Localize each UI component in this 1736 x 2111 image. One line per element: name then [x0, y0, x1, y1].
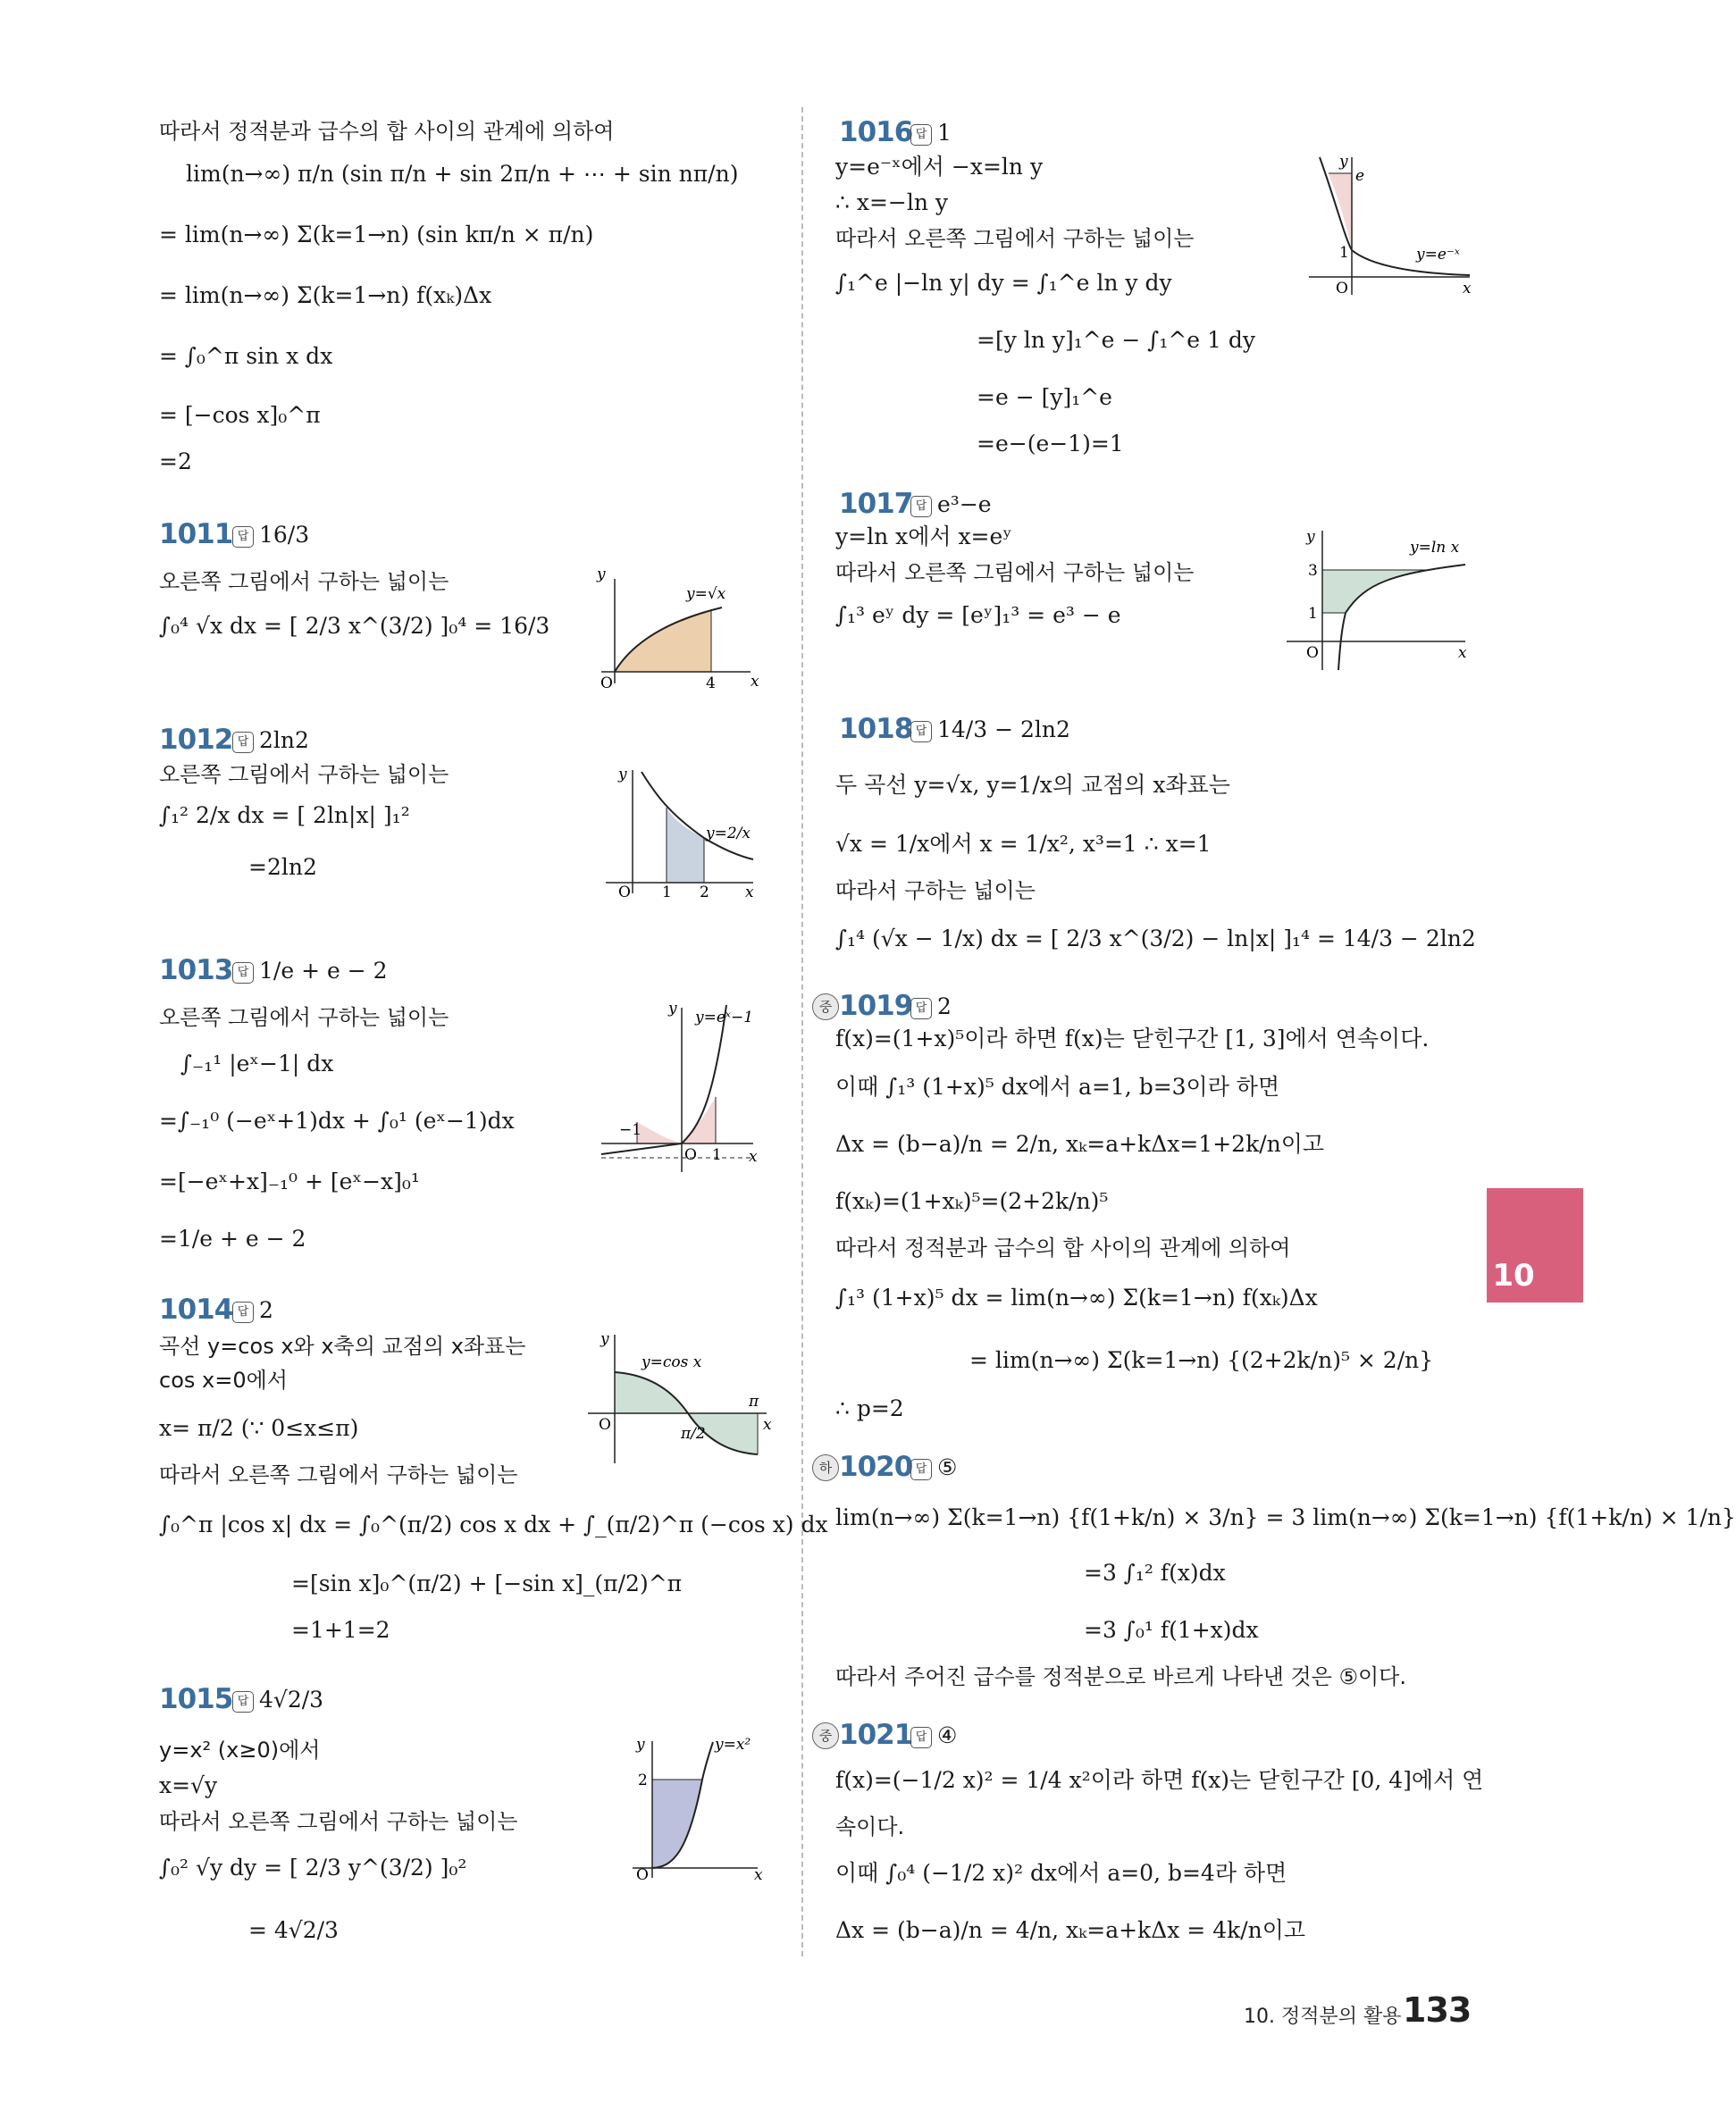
answer-1013 — [232, 958, 388, 984]
level-badge-1020: 하 — [812, 1454, 839, 1481]
curve-label: y=cos x — [642, 1353, 702, 1371]
y-axis-label: y — [597, 565, 606, 583]
graph-1017 — [1287, 527, 1474, 670]
math-1016-2: =[y ln y]₁^e − ∫₁^e 1 dy — [977, 327, 1256, 353]
x-axis-label: x — [751, 673, 759, 691]
text-1014-3: 따라서 오른쪽 그림에서 구하는 넓이는 — [159, 1462, 518, 1487]
x-axis-label: x — [754, 1866, 763, 1884]
answer-1016 — [910, 120, 952, 146]
math-1013-3: =[−eˣ+x]₋₁⁰ + [eˣ−x]₀¹ — [159, 1169, 420, 1194]
y-axis-label: y — [1339, 153, 1348, 171]
answer-1011-value: 16/3 — [259, 522, 310, 548]
footer-chapter: 10. 정적분의 활용 — [1244, 2006, 1402, 2028]
text-1019-8: ∴ p=2 — [835, 1395, 904, 1421]
text-1019-6: ∫₁³ (1+x)⁵ dx = lim(n→∞) Σ(k=1→n) f(xₖ)Δx — [835, 1285, 1318, 1311]
answer-1017 — [910, 491, 992, 517]
origin-label: O — [599, 1416, 611, 1434]
answer-1014 — [232, 1297, 273, 1323]
answer-1015-value: 4√2/3 — [259, 1687, 324, 1713]
origin-label: O — [618, 884, 631, 901]
problem-number-1018: 1018 — [839, 713, 913, 745]
y-axis-label: y — [618, 766, 627, 783]
answer-1020-value: ⑤ — [937, 1454, 958, 1480]
text-1011: 오른쪽 그림에서 구하는 넓이는 — [159, 569, 449, 594]
answer-box-icon: 답 — [232, 526, 254, 548]
tick-label: π — [749, 1393, 759, 1411]
tick-label: 1 — [1308, 605, 1318, 623]
answer-box-icon: 답 — [232, 732, 254, 753]
y-axis-label: y — [636, 1736, 645, 1754]
curve-label: y=ln x — [1410, 539, 1460, 557]
problem-number-1019: 1019 — [839, 990, 913, 1022]
answer-1019-value: 2 — [937, 993, 952, 1019]
text-1021-2: 속이다. — [835, 1814, 905, 1839]
text-1014-1: 곡선 y=cos x와 x축의 교점의 x좌표는 — [159, 1334, 526, 1359]
problem-number-1015: 1015 — [159, 1683, 233, 1715]
math-1016-4: =e−(e−1)=1 — [977, 431, 1124, 457]
curve-label: y=x² — [715, 1736, 751, 1754]
answer-box-icon: 답 — [232, 1302, 254, 1323]
column-divider — [801, 107, 803, 1956]
text-1019-5: 따라서 정적분과 급수의 합 사이의 관계에 의하여 — [835, 1236, 1291, 1261]
text-1017-2: 따라서 오른쪽 그림에서 구하는 넓이는 — [835, 560, 1195, 585]
problem-number-1020: 1020 — [839, 1451, 913, 1483]
answer-box-icon: 답 — [232, 1691, 254, 1713]
text-1016-1: y=e⁻ˣ에서 −x=ln y — [835, 154, 1044, 180]
text-1015-2: x=√y — [159, 1772, 218, 1798]
tick-label: −1 — [619, 1121, 642, 1139]
math-1015-2: = 4√2/3 — [248, 1917, 339, 1943]
problem-number-1012: 1012 — [159, 724, 233, 756]
answer-1018 — [910, 716, 1070, 742]
origin-label: O — [1336, 280, 1348, 297]
x-axis-label: x — [1458, 644, 1467, 662]
math-1013-2: =∫₋₁⁰ (−eˣ+1)dx + ∫₀¹ (eˣ−1)dx — [159, 1108, 515, 1134]
x-axis-label: x — [749, 1148, 758, 1166]
level-badge-1021: 중 — [812, 1722, 839, 1749]
shaded-area — [637, 1122, 682, 1143]
y-axis-label: y — [668, 1000, 677, 1018]
answer-1021-value: ④ — [937, 1722, 958, 1748]
math-1016-1: ∫₁^e |−ln y| dy = ∫₁^e ln y dy — [835, 270, 1172, 296]
tick-label: e — [1355, 167, 1365, 185]
graph-1013 — [601, 1001, 762, 1179]
problem-number-1021: 1021 — [839, 1719, 913, 1751]
problem-number-1016: 1016 — [839, 116, 913, 148]
answer-box-icon: 답 — [910, 124, 932, 146]
text-1019-2: 이때 ∫₁³ (1+x)⁵ dx에서 a=1, b=3이라 하면 — [835, 1074, 1280, 1100]
tick-label: 1 — [712, 1146, 722, 1164]
shaded-area — [667, 808, 704, 883]
text-1020-4: 따라서 주어진 급수를 정적분으로 바르게 나타낸 것은 ⑤이다. — [835, 1664, 1406, 1689]
tick-label: π/2 — [681, 1425, 706, 1443]
text-1020-3: =3 ∫₀¹ f(1+x)dx — [1084, 1617, 1259, 1643]
math-1015-1: ∫₀² √y dy = [ 2/3 y^(3/2) ]₀² — [159, 1855, 467, 1881]
intro-line-3: = lim(n→∞) Σ(k=1→n) f(xₖ)Δx — [159, 282, 492, 308]
shaded-area — [615, 1372, 688, 1413]
curve-label: y=√x — [686, 585, 726, 603]
chapter-tab — [1487, 1188, 1583, 1303]
tick-label: 2 — [700, 884, 709, 901]
text-1021-1: f(x)=(−1/2 x)² = 1/4 x²이라 하면 f(x)는 닫힌구간 [0, 4]에서 연 — [835, 1767, 1484, 1793]
chapter-tab-label: 10 — [1492, 1258, 1535, 1294]
page-number: 133 — [1403, 1990, 1472, 2030]
answer-1015 — [232, 1687, 323, 1713]
x-axis-label: x — [763, 1416, 772, 1434]
tick-label: 1 — [1339, 244, 1349, 262]
shaded-area — [615, 609, 711, 672]
answer-1011 — [232, 522, 309, 548]
intro-line-1: lim(n→∞) π/n (sin π/n + sin 2π/n + ⋯ + sin nπ/n) — [186, 161, 739, 187]
answer-box-icon: 답 — [910, 1727, 932, 1748]
origin-label: O — [600, 674, 613, 692]
intro-line-6: =2 — [159, 448, 192, 474]
curve-label: y=eˣ−1 — [695, 1009, 754, 1026]
math-1014-3: =1+1=2 — [291, 1617, 390, 1643]
text-1018-3: 따라서 구하는 넓이는 — [835, 878, 1036, 903]
intro-line-4: = ∫₀^π sin x dx — [159, 343, 333, 369]
answer-1018-value: 14/3 − 2ln2 — [937, 716, 1070, 742]
math-1018-1: ∫₁⁴ (√x − 1/x) dx = [ 2/3 x^(3/2) − ln|x| ]₁⁴ = 14/3 − 2ln2 — [835, 926, 1476, 951]
answer-1017-value: e³−e — [937, 491, 992, 517]
answer-1019 — [910, 993, 952, 1019]
answer-1012-value: 2ln2 — [259, 727, 309, 753]
answer-1020 — [910, 1454, 957, 1480]
text-1019-3: Δx = (b−a)/n = 2/n, xₖ=a+kΔx=1+2k/n이고 — [835, 1131, 1325, 1157]
answer-box-icon: 답 — [910, 998, 932, 1019]
text-1018-1: 두 곡선 y=√x, y=1/x의 교점의 x좌표는 — [835, 772, 1230, 798]
x-axis-label: x — [745, 884, 754, 901]
intro-text: 따라서 정적분과 급수의 합 사이의 관계에 의하여 — [159, 119, 615, 144]
tick-label: 1 — [662, 884, 672, 901]
answer-1012 — [232, 727, 309, 753]
math-1012-1: ∫₁² 2/x dx = [ 2ln|x| ]₁² — [159, 802, 410, 828]
y-axis-label: y — [1306, 528, 1315, 546]
text-1020-2: =3 ∫₁² f(x)dx — [1084, 1560, 1226, 1586]
text-1014-2: cos x=0에서 — [159, 1368, 288, 1393]
origin-label: O — [1306, 644, 1319, 662]
problem-number-1017: 1017 — [839, 488, 913, 520]
graph-1011 — [597, 565, 759, 692]
text-1019-1: f(x)=(1+x)⁵이라 하면 f(x)는 닫힌구간 [1, 3]에서 연속이다. — [835, 1026, 1430, 1051]
problem-number-1013: 1013 — [159, 954, 233, 986]
shaded-area — [1322, 570, 1430, 613]
math-1014-1: ∫₀^π |cos x| dx = ∫₀^(π/2) cos x dx + ∫_(π/2)^π (−cos x) dx — [159, 1512, 828, 1537]
math-1012-2: =2ln2 — [248, 854, 317, 880]
intro-line-5: = [−cos x]₀^π — [159, 402, 321, 428]
graph-1012 — [606, 766, 758, 899]
problem-number-1014: 1014 — [159, 1294, 233, 1326]
answer-box-icon: 답 — [910, 721, 932, 742]
answer-1021 — [910, 1722, 957, 1748]
math-1016-3: =e − [y]₁^e — [977, 384, 1112, 410]
answer-1013-value: 1/e + e − 2 — [259, 958, 388, 984]
text-1012: 오른쪽 그림에서 구하는 넓이는 — [159, 762, 449, 787]
answer-box-icon: 답 — [910, 496, 932, 517]
math-1014-2: =[sin x]₀^(π/2) + [−sin x]_(π/2)^π — [291, 1571, 683, 1596]
text-1021-4: Δx = (b−a)/n = 4/n, xₖ=a+kΔx = 4k/n이고 — [835, 1917, 1306, 1943]
text-1018-2: √x = 1/x에서 x = 1/x², x³=1 ∴ x=1 — [835, 831, 1212, 857]
curve-label: y=e⁻ˣ — [1416, 246, 1460, 264]
text-1015-1: y=x² (x≥0)에서 — [159, 1738, 321, 1763]
tick-label: 2 — [638, 1772, 648, 1789]
curve-label: y=2/x — [706, 825, 751, 842]
level-badge-1019: 중 — [812, 993, 839, 1020]
text-1020-1: lim(n→∞) Σ(k=1→n) {f(1+k/n) × 3/n} = 3 lim(n→∞) Σ(k=1→n) {f(1+k/n) × 1/n} — [835, 1504, 1736, 1530]
graph-1014 — [588, 1330, 772, 1465]
math-1013-4: =1/e + e − 2 — [159, 1226, 306, 1252]
graph-1015 — [633, 1736, 767, 1884]
math-1013-1: ∫₋₁¹ |eˣ−1| dx — [180, 1051, 334, 1076]
text-1019-7: = lim(n→∞) Σ(k=1→n) {(2+2k/n)⁵ × 2/n} — [969, 1347, 1434, 1373]
answer-1016-value: 1 — [937, 120, 952, 146]
math-1017-1: ∫₁³ eʸ dy = [eʸ]₁³ = e³ − e — [835, 602, 1121, 628]
answer-box-icon: 답 — [910, 1459, 932, 1480]
x-axis-label: x — [1463, 280, 1472, 297]
text-1015-3: 따라서 오른쪽 그림에서 구하는 넓이는 — [159, 1809, 518, 1834]
text-1021-3: 이때 ∫₀⁴ (−1/2 x)² dx에서 a=0, b=4라 하면 — [835, 1860, 1287, 1886]
problem-number-1011: 1011 — [159, 518, 233, 550]
answer-box-icon: 답 — [232, 962, 254, 984]
text-1016-3: 따라서 오른쪽 그림에서 구하는 넓이는 — [835, 226, 1195, 251]
answer-1014-value: 2 — [259, 1297, 273, 1323]
text-1017-1: y=ln x에서 x=eʸ — [835, 524, 1012, 549]
intro-line-2: = lim(n→∞) Σ(k=1→n) (sin kπ/n × π/n) — [159, 222, 594, 247]
y-axis-label: y — [600, 1330, 609, 1348]
tick-label: 4 — [706, 674, 716, 692]
text-1019-4: f(xₖ)=(1+xₖ)⁵=(2+2k/n)⁵ — [835, 1188, 1109, 1214]
origin-label: O — [636, 1866, 649, 1884]
text-1013: 오른쪽 그림에서 구하는 넓이는 — [159, 1005, 449, 1030]
math-1014-0: x= π/2 (∵ 0≤x≤π) — [159, 1415, 359, 1441]
shaded-area — [1329, 173, 1352, 250]
math-1011: ∫₀⁴ √x dx = [ 2/3 x^(3/2) ]₀⁴ = 16/3 — [159, 613, 550, 639]
text-1016-2: ∴ x=−ln y — [835, 189, 949, 215]
graph-1016 — [1309, 152, 1479, 304]
tick-label: 3 — [1308, 562, 1318, 580]
origin-label: O — [684, 1146, 697, 1164]
